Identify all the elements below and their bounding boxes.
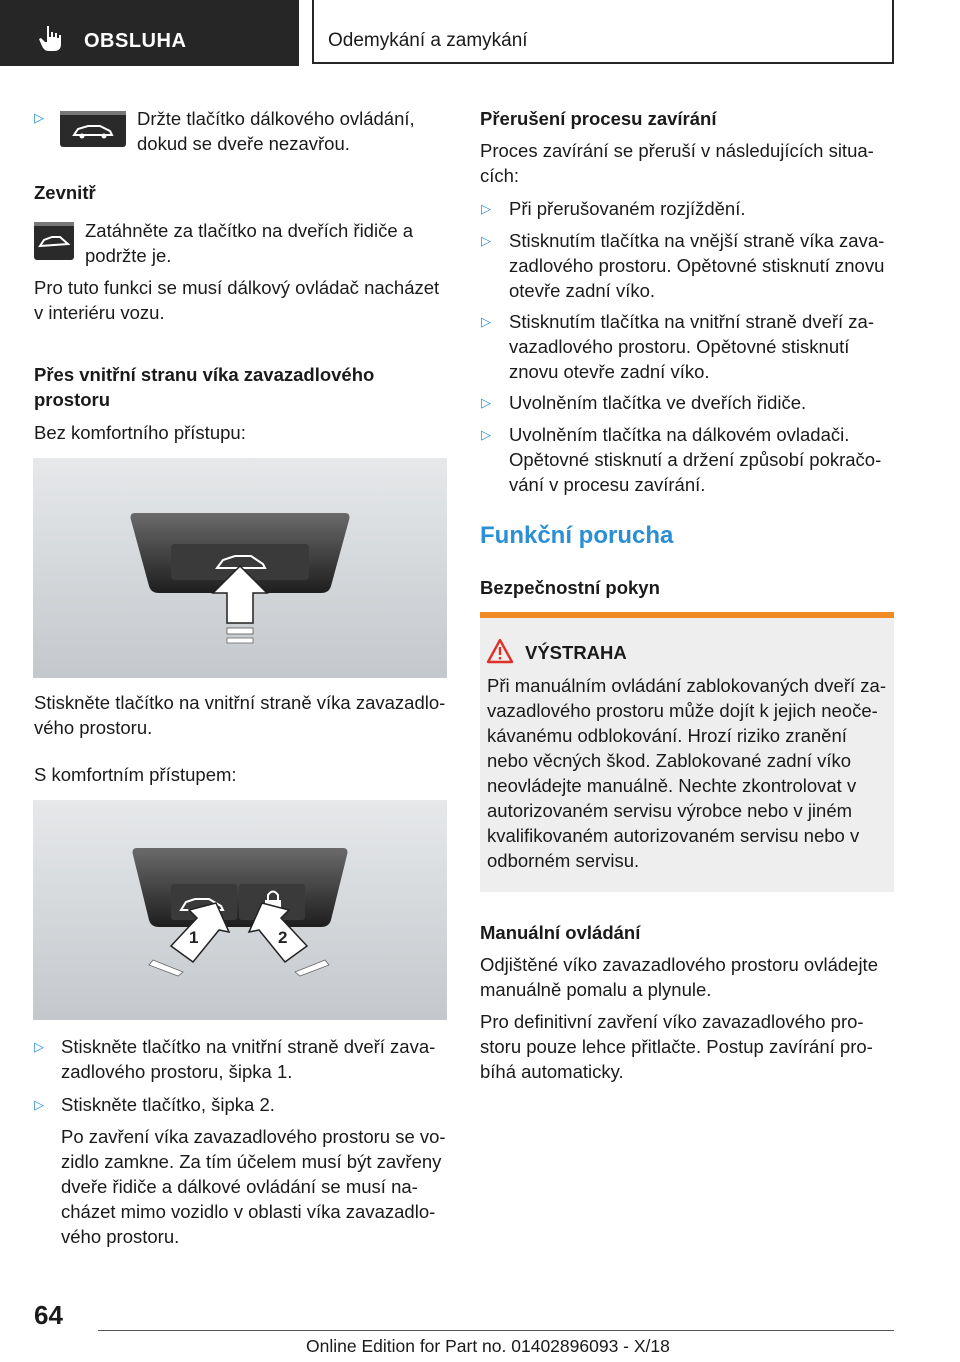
text-line: storu pouze lehce přitlačte. Postup zavírání pro-: [480, 1036, 873, 1057]
text-line: vého prostoru.: [34, 717, 153, 738]
text-line: Při manuálním ovládání zablokovaných dveří za-: [487, 675, 886, 696]
page-number: 64: [34, 1300, 63, 1330]
bullet-triangle-icon: ▷: [481, 201, 491, 216]
text-line: prostoru: [34, 389, 111, 410]
text-line: cházet mimo vozidlo v oblasti víka zavazadlo-: [61, 1201, 436, 1222]
text-line: Držte tlačítko dálkového ovládání,: [137, 108, 415, 129]
warning-accent-bar: [480, 612, 894, 618]
arrow-label-1: 1: [189, 928, 199, 947]
bullet-triangle-icon: ▷: [481, 427, 491, 442]
text-line: Stiskněte tlačítko na vnitřní straně dveří zava-: [61, 1036, 436, 1057]
heading-funkcni-porucha: Funkční porucha: [480, 522, 674, 549]
text-line: Pro definitivní zavření víko zavazadlového pro-: [480, 1011, 864, 1032]
list-item: [509, 390, 806, 415]
bullet2-text: [61, 1034, 435, 1084]
text-line: zadlového prostoru. Opětovné stisknutí znovu: [509, 255, 885, 276]
figure-trunk-button-double: [33, 800, 447, 1020]
bullet1-text: [137, 106, 415, 156]
s-komfortnim: S komfortním přístupem:: [34, 764, 237, 785]
text-line: kvalifikovaném autorizovaném servisu nebo v: [487, 825, 860, 846]
text-line: manuálně pomalu a plynule.: [480, 979, 712, 1000]
text-line: podržte je.: [85, 245, 172, 266]
text-line: zadlového prostoru, šipka 1.: [61, 1061, 293, 1082]
text-line: Přes vnitřní stranu víka zavazadlového: [34, 364, 375, 385]
preruseni-text: [480, 138, 874, 188]
text-line: Zatáhněte za tlačítko na dveřích řidiče a: [85, 220, 414, 241]
header-section-tab: [0, 0, 299, 66]
text-line: Stisknutím tlačítka na vnitřní straně dveří za-: [509, 311, 875, 332]
bullet3-text: Stiskněte tlačítko, šipka 2.: [61, 1094, 275, 1115]
text-line: vazadlového prostoru může dojít k jejich neoče-: [487, 700, 878, 721]
text-line: Uvolněním tlačítka ve dveřích řidiče.: [509, 392, 807, 413]
text-line: vého prostoru.: [61, 1226, 180, 1247]
text-line: Stisknutím tlačítka na vnější straně víka zava-: [509, 230, 885, 251]
text-line: otevře zadní víko.: [509, 280, 656, 301]
section-title: OBSLUHA: [84, 30, 187, 52]
door-trunk-button-icon: [34, 222, 74, 260]
manual-text: [480, 952, 878, 1002]
arrow-label-2: 2: [278, 928, 288, 947]
figure1-caption: [34, 690, 445, 740]
zevnitr-text: [85, 218, 413, 268]
list-item: [509, 422, 881, 497]
bullet-triangle-icon: ▷: [34, 1097, 44, 1112]
text-line: bíhá automaticky.: [480, 1061, 624, 1082]
warning-triangle-icon: [486, 638, 514, 664]
text-line: cích:: [480, 165, 520, 186]
header-topic-box: [312, 0, 894, 64]
heading-preruseni: Přerušení procesu zavírání: [480, 108, 717, 129]
warning-title: VÝSTRAHA: [525, 642, 627, 663]
list-item: [509, 196, 746, 221]
bullet-triangle-icon: ▷: [481, 314, 491, 329]
bullet-triangle-icon: ▷: [34, 1039, 44, 1054]
text-line: Opětovné stisknutí a držení způsobí pokračo-: [509, 449, 882, 470]
definitive-close-text: [480, 1009, 873, 1084]
text-line: Stiskněte tlačítko na vnitřní straně víka zavazadlo-: [34, 692, 446, 713]
text-line: odborném servisu.: [487, 850, 640, 871]
text-line: dokud se dveře nezavřou.: [137, 133, 350, 154]
text-line: Odjištěné víko zavazadlového prostoru ovládejte: [480, 954, 878, 975]
text-line: Při přerušovaném rozjíždění.: [509, 198, 746, 219]
text-line: kávanému odblokování. Hrozí riziko zranění: [487, 725, 847, 746]
topic-title: Odemykání a zamykání: [328, 30, 528, 51]
heading-bezpecnostni-pokyn: Bezpečnostní pokyn: [480, 577, 660, 598]
bullet-triangle-icon: ▷: [481, 233, 491, 248]
bullet-triangle-icon: ▷: [34, 110, 44, 125]
text-line: neovládejte manuálně. Nechte zkontrolovat v: [487, 775, 857, 796]
text-line: nebo věcných škod. Zablokované zadní víko: [487, 750, 852, 771]
heading-pres-vnitrni: [34, 362, 374, 412]
text-line: dveře řidiče a dálkové ovládání se musí na-: [61, 1176, 418, 1197]
bez-komfortniho: Bez komfortního přístupu:: [34, 422, 246, 443]
heading-zevnitr: Zevnitř: [34, 182, 96, 203]
funkce-paragraph: [34, 275, 439, 325]
remote-trunk-key-icon: [60, 111, 126, 147]
bullet3-paragraph: [61, 1124, 446, 1249]
heading-manualni-ovladani: Manuální ovládání: [480, 922, 641, 943]
footer-divider: [98, 1330, 894, 1331]
footer-edition: Online Edition for Part no. 01402896093 - X/18: [306, 1336, 670, 1356]
text-line: Pro tuto funkci se musí dálkový ovládač nacházet: [34, 277, 440, 298]
warning-text: [487, 673, 886, 873]
text-line: Uvolněním tlačítka na dálkovém ovladači.: [509, 424, 850, 445]
list-item: [509, 228, 884, 303]
text-line: Po zavření víka zavazadlového prostoru se vo-: [61, 1126, 446, 1147]
bullet-triangle-icon: ▷: [481, 395, 491, 410]
text-line: Proces zavírání se přeruší v následujících situa-: [480, 140, 874, 161]
figure-trunk-button-single: [33, 458, 447, 678]
text-line: zidlo zamkne. Za tím účelem musí být zavřeny: [61, 1151, 442, 1172]
list-item: [509, 309, 874, 384]
text-line: autorizovaném servisu výrobce nebo v jiném: [487, 800, 853, 821]
text-line: znovu otevře zadní víko.: [509, 361, 710, 382]
text-line: vazadlového prostoru. Opětovné stisknutí: [509, 336, 850, 357]
hand-icon: [38, 24, 64, 52]
text-line: v interiéru vozu.: [34, 302, 165, 323]
text-line: vání v procesu zavírání.: [509, 474, 706, 495]
